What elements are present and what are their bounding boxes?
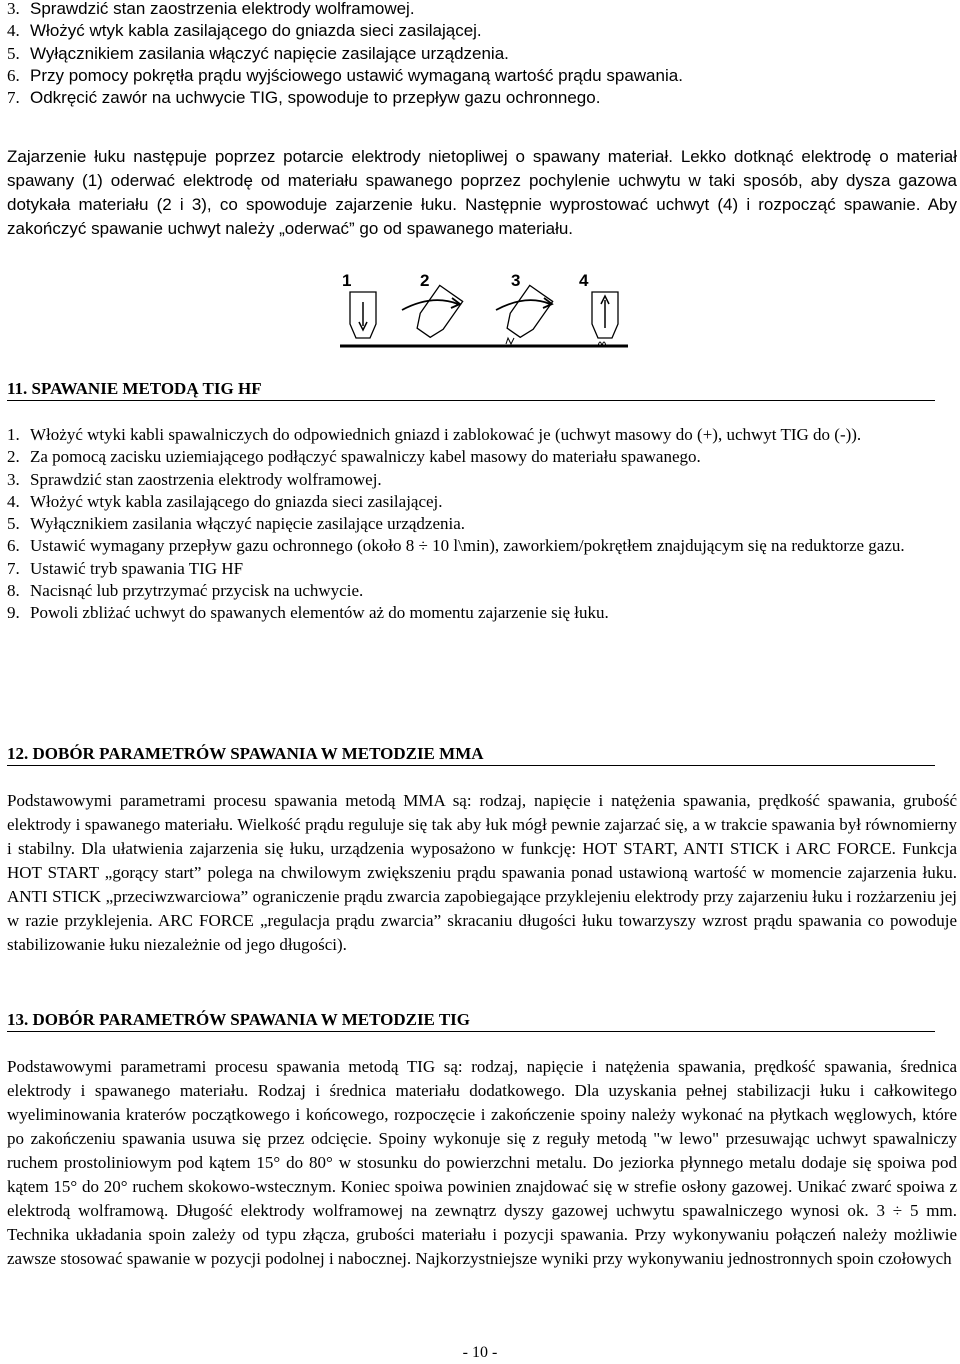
- figure-label-3: 3: [511, 271, 521, 290]
- list-item: 7. Ustawić tryb spawania TIG HF: [7, 558, 244, 578]
- list-item: 3. Sprawdzić stan zaostrzenia elektrody wolframowej.: [7, 469, 382, 489]
- list-item: 6. Ustawić wymagany przepływ gazu ochronnego (około 8 ÷ 10 l\min), zaworkiem/pokrętłem znajdującym się na reduktorze gazu.: [7, 536, 905, 556]
- arc-spark: [506, 338, 514, 344]
- torch-step-2: [412, 285, 462, 340]
- list-item: 7. Odkręcić zawór na uchwycie TIG, spowoduje to przepływ gazu ochronnego.: [7, 88, 601, 108]
- figure-label-4: 4: [579, 271, 589, 290]
- list-item: 1. Włożyć wtyki kabli spawalniczych do odpowiednich gniazd i zablokować je (uchwyt masowy do (+), uchwyt TIG do (-)).: [7, 425, 862, 444]
- tig-hf-steps: [7, 424, 959, 625]
- section-13-body: Podstawowymi parametrami procesu spawania metodą TIG są: rodzaj, napięcie i natężenia spawania, prędkość spawania, średnica elektrody i spawanego materiału. Rodzaj i średnica materiału dodatkowego. Dla uzyskania pełnej stabilizacji łuku i całkowitego wyeliminowania kraterów początkowego i końcowego, rozpoczęcie i zakończenie spoiny należy wykonać na płytkach węglowych, które po zakończeniu spawania usuwa się przez odcięcie. Spoiny wykonuje się z reguły metodą "w lewo" przesuwając uchwyt spawalniczy ruchem prostoliniowym pod kątem 15° do 80° w stosunku do powierzchni metalu. Do jeziorka płynnego metalu dodaje się spoiwa pod kątem 15° do 20° ruchem skokowo-wstecznym. Koniec spoiwa powinien znajdować się w strefie osłony gazowej. Unikać zwarć spoiwa z elektrodą wolframową. Długość elektrody wolframowej na zewnątrz dyszy gazowej uchwytu spawalniczego wynosi ok. 3 ÷ 5 mm. Technika układania spoin zależy od typu złącza, grubości materiału i pozycji spawania. Przy wykonywaniu połączeń należy możliwie zawsze stosować spawanie w pozycji podolnej i nabocznej. Najkorzystniejsze wyniki przy wykonywaniu jednostronnych spoin czołowych: [7, 1057, 957, 1268]
- section-12-heading: 12. DOBÓR PARAMETRÓW SPAWANIA W METODZIE MMA: [7, 744, 935, 766]
- list-item: 9. Powoli zbliżać uchwyt do spawanych elementów aż do momentu zajarzenie się łuku.: [7, 603, 609, 623]
- list-item: 5. Wyłącznikiem zasilania włączyć napięcie zasilające urządzenia.: [7, 514, 466, 534]
- figure-label-2: 2: [420, 271, 430, 290]
- page-number: - 10 -: [462, 1344, 498, 1361]
- list-item: 4. Włożyć wtyk kabla zasilającego do gniazda sieci zasilającej.: [7, 21, 482, 41]
- list-item: 2. Za pomocą zacisku uziemiającego podłączyć spawalniczy kabel masowy do materiału spawanego.: [7, 447, 701, 467]
- list-item: 4. Włożyć wtyk kabla zasilającego do gniazda sieci zasilającej.: [7, 491, 443, 511]
- list-item: 6. Przy pomocy pokrętła prądu wyjściowego ustawić wymaganą wartość prądu spawania.: [7, 65, 683, 85]
- figure-label-1: 1: [342, 271, 352, 290]
- section-13-heading: 13. DOBÓR PARAMETRÓW SPAWANIA W METODZIE TIG: [7, 1010, 935, 1032]
- tig-lift-steps: [7, 0, 937, 109]
- list-item: 8. Nacisnąć lub przytrzymać przycisk na uchwycie.: [7, 581, 364, 601]
- torch-step-3: [502, 285, 552, 340]
- torch-step-4: [592, 292, 618, 338]
- lift-arc-paragraph: Zajarzenie łuku następuje poprzez potarcie elektrody nietopliwej o spawany materiał. Lekko dotknąć elektrodę o materiał spawany (1) oderwać elektrodę od materiału spawanego poprzez pochylenie uchwytu w taki sposób, aby dysza gazowa dotykała materiału (2 i 3), co spowoduje zajarzenie łuku. Następnie wyprostować uchwyt (4) i rozpocząć spawanie. Aby zakończyć spawanie uchwyt należy „oderwać” go od spawanego materiału.: [7, 147, 957, 238]
- list-item: 5. Wyłącznikiem zasilania włączyć napięcie zasilające urządzenia.: [7, 43, 509, 63]
- section-12-body: Podstawowymi parametrami procesu spawania metodą MMA są: rodzaj, napięcie i natężenia spawania, prędkość spawania, grubość elektrody i spawanego materiału. Wielkość prądu reguluje się tak aby łuk mógł pewnie zajarzać się, a w trakcie spawania był równomierny i stabilny. Dla ułatwienia zajarzenia się łuku, urządzenia wyposażono w funkcję: HOT START, ANTI STICK i ARC FORCE. Funkcja HOT START „gorący start” polega na chwilowym zwiększeniu prądu spawania ponad ustawioną wartość w momencie zajarzenia łuku. ANTI STICK „przeciwzwarciowa” ograniczenie prądu zwarcia zapobiegające przyklejeniu elektrody przy zajarzeniu łuku i rozżarzeniu jej w razie przyklejenia. ARC FORCE „regulacja prądu zwarcia” skracaniu długości łuku towarzyszy wzrost prądu spawania co powoduje stabilizowanie łuku niezależnie od jego długości).: [7, 791, 957, 954]
- torch-step-1: [350, 292, 376, 338]
- arc-ignition-figure: [336, 266, 632, 350]
- list-item: 3. Sprawdzić stan zaostrzenia elektrody wolframowej.: [7, 0, 415, 18]
- section-11-heading: 11. SPAWANIE METODĄ TIG HF: [7, 379, 935, 401]
